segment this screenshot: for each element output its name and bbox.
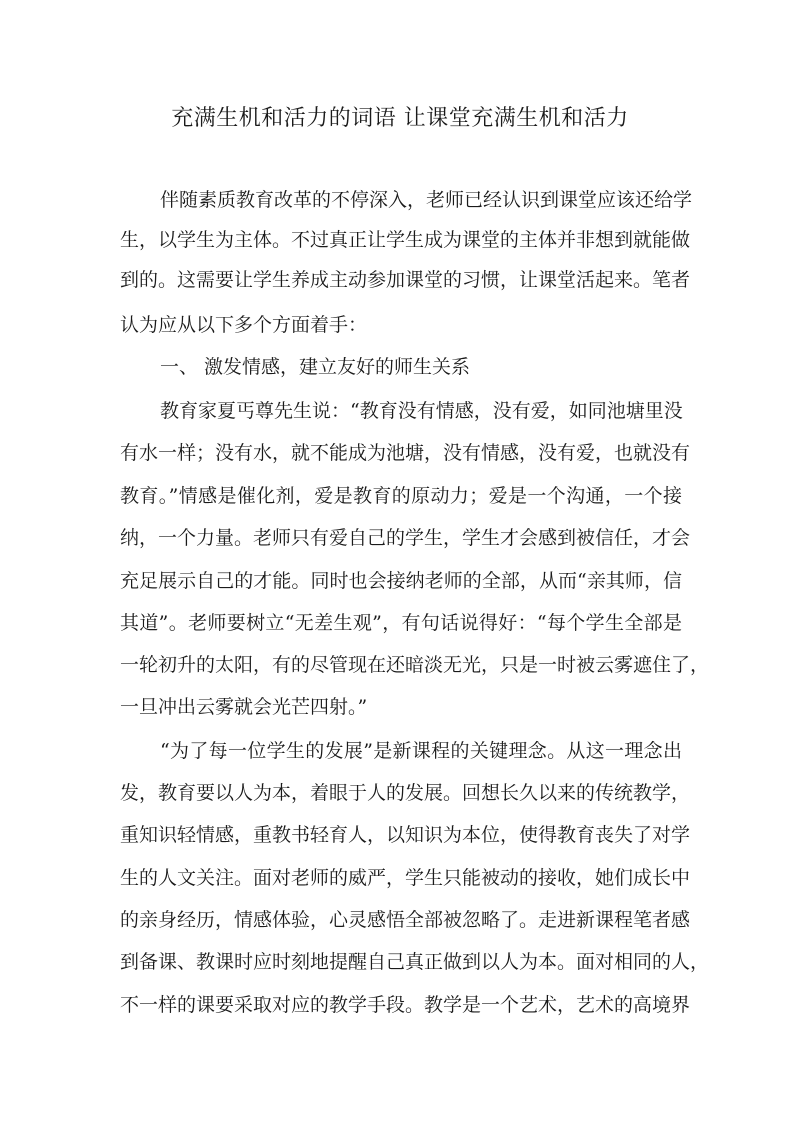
document-title: 充满生机和活力的词语 让课堂充满生机和活力 <box>171 106 629 131</box>
paragraph-line: 生，以学生为主体。不过真正让学生成为课堂的主体并非想到就能做 <box>120 229 691 251</box>
paragraph-line: “为了每一位学生的发展”是新课程的关键理念。从这一理念出 <box>160 740 682 762</box>
paragraph-line: 到备课、教课时应时刻地提醒自己真正做到以人为本。面对相同的人， <box>120 951 710 973</box>
paragraph-line: 其道”。老师要树立“无差生观”，有句话说得好：“每个学生全部是 <box>120 612 682 634</box>
paragraph-line: 一旦冲出云雾就会光芒四射。” <box>120 696 368 718</box>
paragraph-line: 一轮初升的太阳，有的尽管现在还暗淡无光，只是一时被云雾遮住了， <box>120 654 710 676</box>
paragraph-line: 发，教育要以人为本，着眼于人的发展。回想长久以来的传统教学， <box>120 782 691 804</box>
paragraph-line: 重知识轻情感，重教书轻育人，以知识为本位，使得教育丧失了对学 <box>120 824 691 846</box>
section-heading: 一、 激发情感，建立友好的师生关系 <box>160 356 471 378</box>
paragraph-line: 充足展示自己的才能。同时也会接纳老师的全部，从而“亲其师，信 <box>120 570 682 592</box>
paragraph-line: 纳，一个力量。老师只有爱自己的学生，学生才会感到被信任，才会 <box>120 527 691 549</box>
paragraph-line: 不一样的课要采取对应的教学手段。教学是一个艺术，艺术的高境界 <box>120 994 691 1016</box>
paragraph-line: 教育家夏丐尊先生说：“教育没有情感，没有爱，如同池塘里没 <box>160 400 683 422</box>
paragraph-line: 有水一样；没有水，就不能成为池塘，没有情感，没有爱，也就没有 <box>120 442 691 464</box>
paragraph-line: 伴随素质教育改革的不停深入，老师已经认识到课堂应该还给学 <box>160 189 693 211</box>
paragraph-line: 生的人文关注。面对老师的威严，学生只能被动的接收，她们成长中 <box>120 867 691 889</box>
paragraph-line: 到的。这需要让学生养成主动参加课堂的习惯，让课堂活起来。笔者 <box>120 269 691 291</box>
paragraph-line: 认为应从以下多个方面着手： <box>120 314 368 336</box>
paragraph-line: 教育。”情感是催化剂，爱是教育的原动力；爱是一个沟通，一个接 <box>120 485 682 507</box>
paragraph-line: 的亲身经历，情感体验，心灵感悟全部被忽略了。走进新课程笔者感 <box>120 909 691 931</box>
